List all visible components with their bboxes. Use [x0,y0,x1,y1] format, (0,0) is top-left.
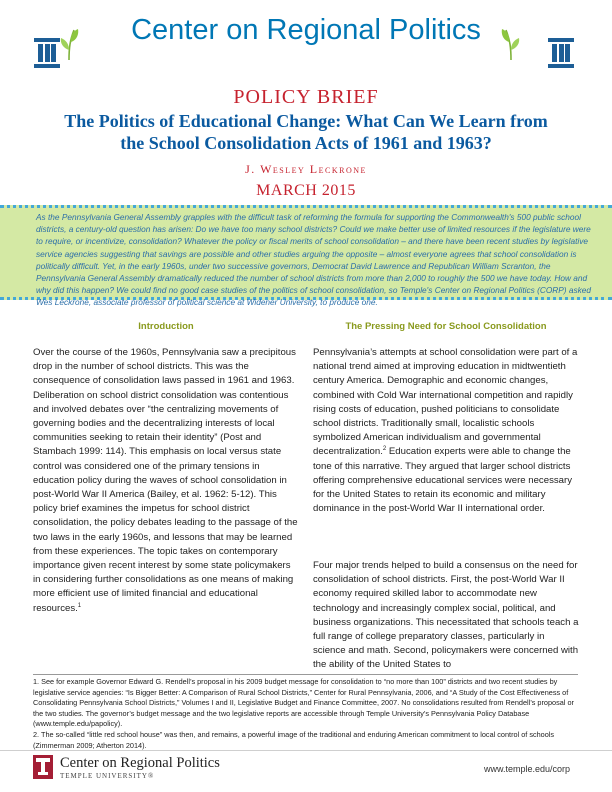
author: J. Wesley Leckrone [245,162,367,176]
footnote-1: 1. See for example Governor Edward G. Rendell’s proposal in his 2009 budget message for consolidation to “no more than 100” districts and two recent studies by legislative service agencies: “Is Bigger Better: A Comparison of Rural School Districts,” Center for Rural Pennsylvania, 2006, and “A Study of the Cost Effectiveness of Consolidating Pennsylvania School Districts,” Volumes I and II, Legislative Budget and Finance Committee, 2007. No consolidations resulted from Rendell’s proposal or the two studies. The governor’s budget message and the two legislative reports are accessible through Temple University’s Pennsylvania Policy Database (www.temple.edu/papolicy). [33,677,574,729]
footer-url-link[interactable]: www.temple.edu/corp [484,764,571,774]
introduction-text: Over the course of the 1960s, Pennsylvania saw a precipitous drop in the number of school districts. This was the consequence of consolidation laws passed in 1961 and 1963. Deliberation on school district consolidation was contentious and involved debates over “the centralizing movements of governing bodies and the decentralizing interests of local communities seeking to retain their identity” (Post and Stambach 1999: 114). This emphasis on local versus state control was considered one of the primary tensions in education policy during the waves of school consolidation in post-World War II America (Bailey, et al. 1962: 5-12). This policy brief examines the impetus for school district consolidation, the policy debates leading to the passage of the two laws in the early 1960s, and lessons that may be learned from these experiences. The topic takes on contemporary importance given recent interest by some state policymakers in considering further consolidations as one means of making more efficient use of limited financial and educational resources. [33,347,298,614]
pressing-need-paragraph-1 [313,346,579,516]
footnotes [33,674,578,751]
brief-title-line-1: The Politics of Educational Change: What Can We Learn from [64,111,548,131]
introduction-heading: Introduction [138,321,194,332]
footnote-ref-2[interactable]: 2 [382,446,387,453]
brief-title-line-2: the School Consolidation Acts of 1961 and 1963? [120,133,492,153]
leaf-icon [58,26,80,60]
publication-date: MARCH 2015 [256,182,356,199]
brief-title [20,110,592,154]
pressing-need-paragraph-2: Four major trends helped to build a consensus on the need for consolidation of school districts. First, the post-World War II economy required skilled labor to accommodate new technology and increasingly complex social, political, and business organizations. This necessitated that schools teach a full range of college preparatory classes, particularly in science and math. Second, policymakers were concerned with the ability of the United States to [313,560,579,671]
footer-org-name: Center on Regional Politics [60,755,220,771]
column-icon [548,38,574,68]
org-title: Center on Regional Politics [131,14,481,46]
pressing-need-heading: The Pressing Need for School Consolidation [345,321,547,332]
pressing-need-text-1b: Education experts were able to change the tone of this narrative. They argued that larger school districts offering comprehensive educational services were necessary for the United States to retain its economic and military dominance in the post-World War II international order. [313,446,572,515]
footnote-2: 2. The so-called “little red school house” was then, and remains, a powerful image of the traditional and enduring American commitment to local control of schools (Zimmerman 2009; Atherton 2014). [33,729,555,750]
leaf-icon [500,26,522,60]
pressing-need-text-1a: Pennsylvania’s attempts at school consolidation were part of a national trend aimed at improving education in midtwentieth century America. Demographic and economic changes, combined with Cold War international competition and rapidly rising costs of education, pushed politicians to consolidate school districts. Traditionally small, localistic schools symbolized American individualism and governmental decentralization. [313,347,578,458]
summary-text: As the Pennsylvania General Assembly grapples with the difficult task of reforming the formula for supporting the Commonwealth's 500 public school districts, a century-old question has arisen: Do we have too many school districts? Could we make better use of limited resources if the legislature were to require, or incentivize, consolidation? Whatever the policy or fiscal merits of school consolidation – and there have been recent studies by legislative service agencies suggesting that savings are possible and other studies arguing the opposite – almost everyone agrees that school consolidation is politically difficult. Yet, in the early 1960s, under two successive governors, Democrat David Lawrence and Republican William Scranton, the Pennsylvania General Assembly dramatically reduced the number of school districts from more than 2,000 to roughly the 500 we have today. How and why did this happen? We could find no good case studies of the politics of school consolidation, so Temple's Center on Regional Politics (CORP) asked Wes Leckrone, associate professor of political science at Widener University, to produce one. [36,212,592,308]
introduction-body [33,346,299,616]
temple-t-logo-icon [33,755,53,779]
footer-university: TEMPLE UNIVERSITY® [60,772,155,780]
column-icon [34,38,60,68]
policy-brief-label: POLICY BRIEF [233,86,379,108]
footer-divider [0,750,612,751]
footnote-ref-1[interactable]: 1 [77,602,82,609]
